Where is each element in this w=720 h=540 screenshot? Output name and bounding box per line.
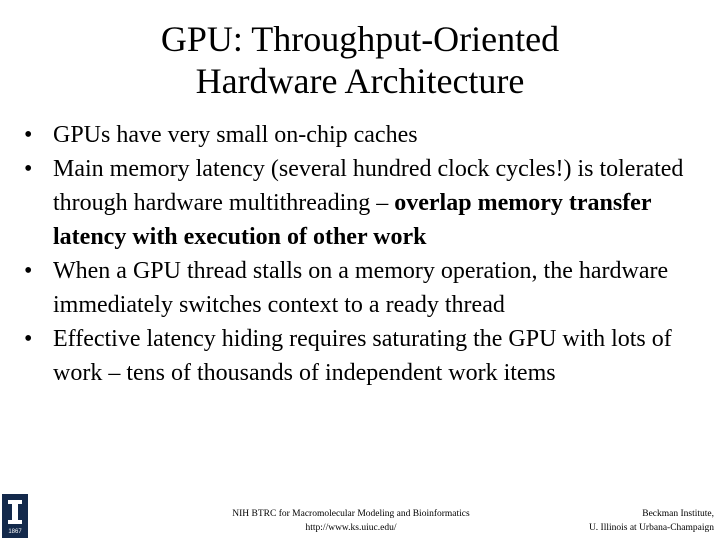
bullet-item [24, 322, 704, 390]
bullet-dot: • [24, 258, 33, 284]
bullet-text: Main memory latency (several hundred clock cycles!) is tolerated through hardware multithreading – [53, 156, 684, 216]
bullet-item [24, 152, 704, 254]
title-line-2: Hardware Architecture [195, 61, 525, 101]
footer-org: NIH BTRC for Macromolecular Modeling and Bioinformatics [232, 509, 470, 519]
bullet-text: When a GPU thread stalls on a memory operation, the hardware immediately switches context to a ready thread [53, 258, 669, 318]
bullet-list [24, 118, 704, 390]
bullet-dot: • [24, 326, 33, 352]
title-line-1: GPU: Throughput-Oriented [160, 19, 560, 59]
footer-university: U. Illinois at Urbana-Champaign [588, 523, 714, 533]
bullet-dot: • [24, 156, 33, 182]
footer-right [558, 507, 714, 535]
bullet-dot: • [24, 122, 33, 148]
footer-center [226, 507, 476, 535]
bullet-item [24, 118, 704, 152]
footer-url: http://www.ks.uiuc.edu/ [305, 523, 397, 533]
footer-institute: Beckman Institute, [642, 509, 714, 519]
logo-year: 1867 [8, 529, 22, 535]
slide-title [60, 18, 660, 102]
illinois-logo-icon [2, 494, 28, 538]
bullet-bold-text: overlap memory transfer latency with execution of other work [53, 190, 652, 250]
bullet-text: GPUs have very small on-chip caches [53, 122, 418, 148]
bullet-text: Effective latency hiding requires saturating the GPU with lots of work – tens of thousands of independent work items [53, 326, 672, 386]
bullet-item [24, 254, 704, 322]
